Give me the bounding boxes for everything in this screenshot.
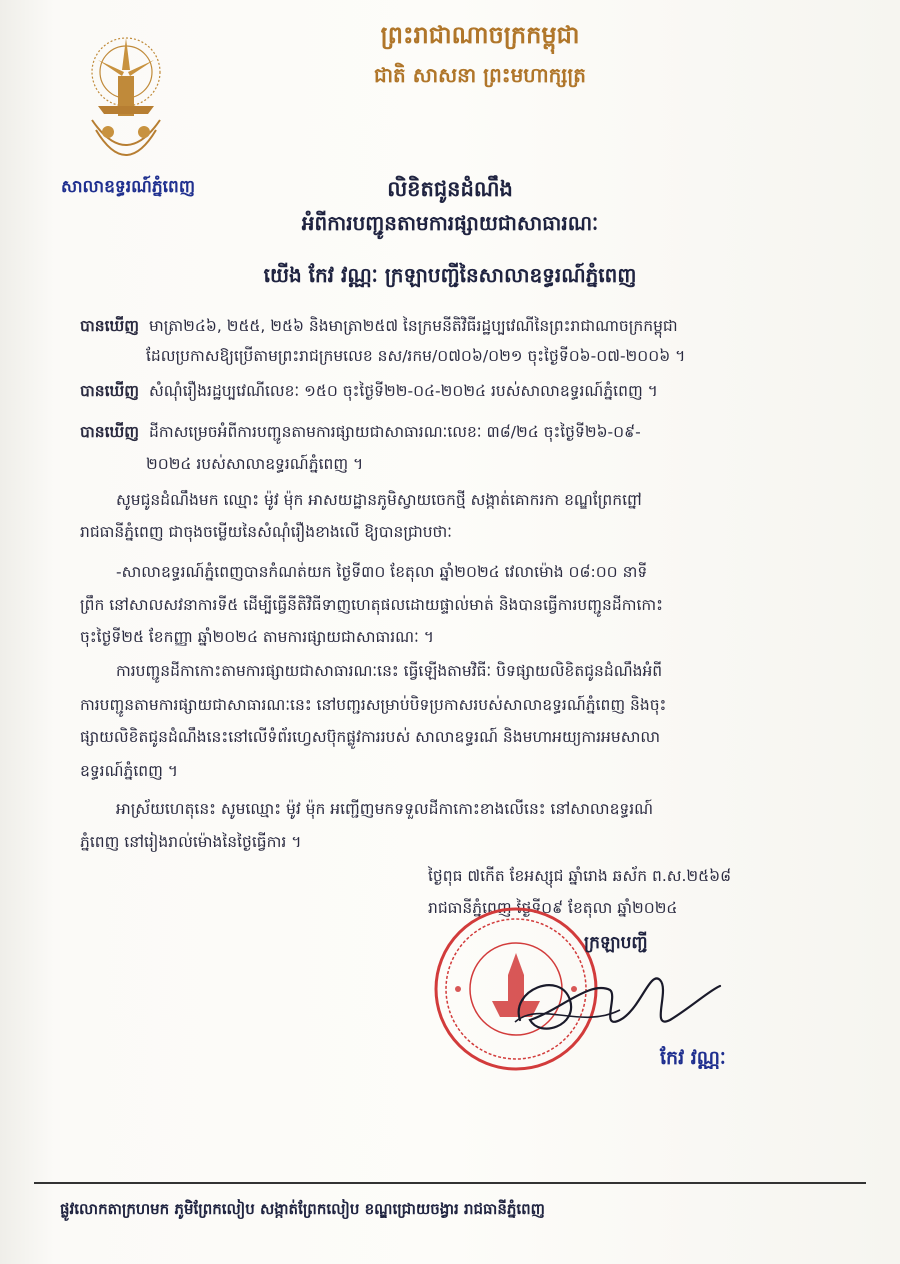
issuer-line: យើង កែវ វណ្ណៈ ក្រឡាបញ្ជីនៃសាលាឧទ្ធរណ៍ភ្នំពេញ — [263, 263, 637, 287]
court-emblem-icon — [78, 30, 174, 178]
paragraph-6-line-4: ឧទ្ធរណ៍ភ្នំពេញ ។ — [80, 762, 179, 780]
signer-name: កែវ វណ្ណៈ — [660, 1047, 726, 1069]
paragraph-4-line-1: សូមជូនដំណឹងមក ឈ្មោះ ម៉ូវ ម៉ុក អាសយដ្ឋានភូមិស្វាយចេកថ្មី សង្កាត់គោករកា ខណ្ឌព្រែកព្នៅ — [116, 491, 642, 509]
paragraph-3-line-1: បានឃើញ ដីកាសម្រេចអំពីការបញ្ជូនតាមការផ្សាយជាសាធារណៈលេខៈ ៣៨/២៤ ចុះថ្ងៃទី២៦-០៩- — [80, 423, 641, 441]
paragraph-1-line-2: ដែលប្រកាសឱ្យប្រើតាមព្រះរាជក្រមលេខ នស/រកម/០៧០៦/០២១ ចុះថ្ងៃទី០៦-០៧-២០០៦ ។ — [146, 347, 686, 365]
paragraph-6-line-3: ផ្សាយលិខិតជូនដំណឹងនេះនៅលើទំព័រហ្វេសប៊ុកផ្លូវការរបស់ សាលាឧទ្ធរណ៍ និងមហាអយ្យការអមសាលា — [80, 728, 661, 746]
paragraph-3-line-2: ២០២៤ របស់សាលាឧទ្ធរណ៍ភ្នំពេញ ។ — [146, 455, 364, 473]
seen-label: បានឃើញ — [80, 382, 140, 400]
paragraph-6-line-1: ការបញ្ជូនដីកាកោះតាមការផ្សាយជាសាធារណៈនេះ ធ្វើឡើងតាមវិធីៈ បិទផ្សាយលិខិតជូនដំណឹងអំពី — [116, 662, 663, 680]
seen-label: បានឃើញ — [80, 317, 140, 335]
paragraph-1-line-1: បានឃើញ មាត្រា២៤៦, ២៥៥, ២៥៦ និងមាត្រា២៥៧ នៃក្រមនីតិវិធីរដ្ឋប្បវេណីនៃព្រះរាជាណាចក្រកម្ពុជា — [80, 317, 678, 335]
lunar-date: ថ្ងៃពុធ ៧កើត ខែអស្សុជ ឆ្នាំរោង ឆស័ក ព.ស.២៥៦៨ — [428, 867, 732, 885]
paragraph-7-line-2: ភ្នំពេញ នៅរៀងរាល់ម៉ោងនៃថ្ងៃធ្វើការ ។ — [80, 833, 302, 851]
paragraph-6-line-2: ការបញ្ជូនតាមការផ្សាយជាសាធារណៈនេះ នៅបញ្ជរសម្រាប់បិទប្រកាសរបស់សាលាឧទ្ធរណ៍ភ្នំពេញ និងចុះ — [80, 696, 667, 714]
paragraph-2-line-1: បានឃើញ សំណុំរឿងរដ្ឋប្បវេណីលេខៈ ១៥០ ចុះថ្ងៃទី២២-០៤-២០២៤ របស់សាលាឧទ្ធរណ៍ភ្នំពេញ ។ — [80, 382, 658, 400]
footer-address: ផ្លូវលោកតាក្រហមក ភូមិព្រែកលៀប សង្កាត់ព្រែកលៀប ខណ្ឌជ្រោយចង្វារ រាជធានីភ្នំពេញ — [60, 1200, 545, 1218]
seen-label: បានឃើញ — [80, 423, 140, 441]
solar-date: រាជធានីភ្នំពេញ ថ្ងៃទី០៩ ខែតុលា ឆ្នាំ២០២៤ — [428, 899, 678, 917]
footer-divider — [34, 1182, 866, 1184]
paragraph-7-line-1: អាស្រ័យហេតុនេះ សូមឈ្មោះ ម៉ូវ ម៉ុក អញ្ជើញមកទទួលដីកាកោះខាងលើនេះ នៅសាលាឧទ្ធរណ៍ — [116, 800, 654, 818]
paragraph-4-line-2: រាជធានីភ្នំពេញ ជាចុងចម្លើយនៃសំណុំរឿងខាងលើ ឱ្យបានជ្រាបថាៈ — [80, 523, 453, 541]
kingdom-title: ព្រះរាជាណាចក្រកម្ពុជា — [380, 21, 580, 49]
national-motto: ជាតិ សាសនា ព្រះមហាក្សត្រ — [374, 63, 586, 87]
document-title: លិខិតជូនដំណឹង — [387, 177, 513, 201]
paragraph-5-line-1: -សាលាឧទ្ធរណ៍ភ្នំពេញបានកំណត់យក ថ្ងៃទី៣០ ខែតុលា ឆ្នាំ២០២៤ វេលាម៉ោង ០៨:០០ នាទី — [116, 563, 648, 581]
signer-title: ក្រឡាបញ្ជី — [584, 933, 648, 953]
paragraph-5-line-3: ចុះថ្ងៃទី២៥ ខែកញ្ញា ឆ្នាំ២០២៤ តាមការផ្សាយជាសាធារណៈ ។ — [80, 628, 434, 646]
document-subtitle: អំពីការបញ្ជូនតាមការផ្សាយជាសាធារណៈ — [301, 211, 599, 235]
court-name: សាលាឧទ្ធរណ៍ភ្នំពេញ — [60, 177, 196, 197]
handwritten-signature-icon — [500, 960, 730, 1050]
paragraph-5-line-2: ព្រឹក នៅសាលសវនាការទី៥ ដើម្បីធ្វើនីតិវិធីទាញហេតុផលដោយផ្ទាល់មាត់ និងបានធ្វើការបញ្ជូនដីកាកោះ — [80, 596, 663, 614]
